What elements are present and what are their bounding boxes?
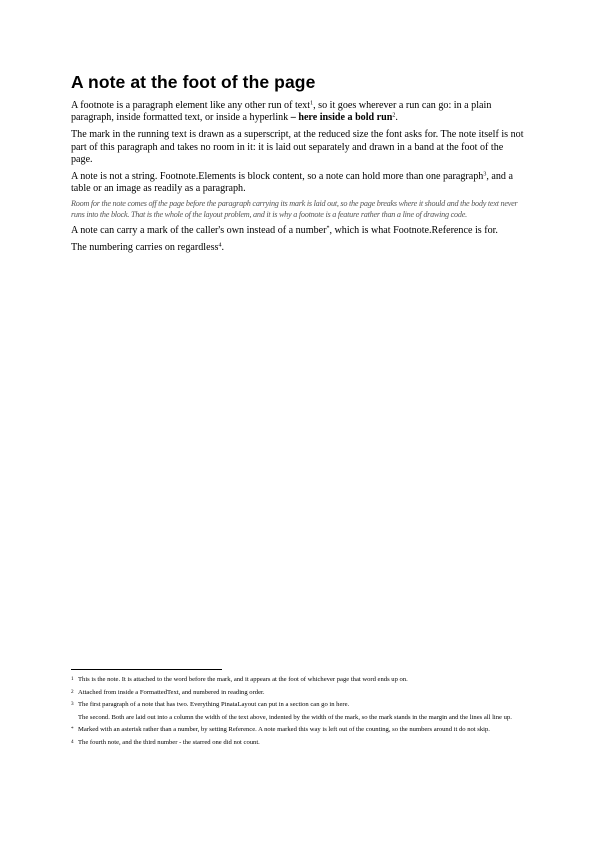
- footnote-text: The fourth note, and the third number - the starred one did not count.: [78, 738, 260, 746]
- footnote-mark-1[interactable]: 1: [310, 100, 314, 107]
- footnote-2: [71, 689, 525, 698]
- paragraph-text: , and a table or an image as readily as a paragraph.: [71, 171, 513, 195]
- paragraph-text: A note can carry a mark of the caller's own instead of a number: [71, 224, 327, 236]
- footnote-mark: 1: [71, 676, 74, 682]
- paragraph-1: [71, 100, 525, 124]
- paragraph-2: The mark in the running text is drawn as a superscript, at the reduced size the font asks for. The note itself is not part of this paragraph and takes no room in it: it is laid out separately and drawn in a band at the foot of the page.: [71, 129, 524, 165]
- footnote-4: [71, 739, 525, 748]
- paragraph-text: A footnote is a paragraph element like any other run of text: [71, 100, 311, 111]
- paragraph-text: , which is what Footnote.Reference is for.: [329, 224, 498, 236]
- footnote-text: Attached from inside a FormattedText, and numbered in reading order.: [78, 688, 265, 696]
- paragraph-text: .: [395, 112, 398, 124]
- footnote-mark: 3: [71, 701, 74, 707]
- paragraph-3: [71, 171, 525, 195]
- footnote-mark-3[interactable]: 3: [483, 171, 487, 178]
- bold-run: – here inside a bold run: [290, 112, 393, 124]
- footnote-1: [71, 676, 525, 685]
- footnote-band: [71, 669, 525, 751]
- footnote-3: [71, 701, 525, 722]
- paragraph-5: [71, 242, 525, 254]
- footnote-mark-2[interactable]: 2: [392, 112, 396, 119]
- paragraph-4: [71, 225, 525, 237]
- footnote-text: Marked with an asterisk rather than a number, by setting Reference. A note marked this way is left out of the counting, so the numbers around it do not skip.: [78, 726, 490, 733]
- paragraph-text: The numbering carries on regardless: [71, 242, 219, 254]
- footnote-text: This is the note. It is attached to the word before the mark, and it appears at the foot of whichever page that word ends up on.: [78, 676, 408, 683]
- page-heading: A note at the foot of the page: [71, 72, 316, 92]
- paragraph-text: , so it goes wherever a run can go: in a plain paragraph, inside formatted text, or inside a hyperlink: [71, 100, 492, 124]
- paragraph-text: .: [221, 242, 224, 254]
- footnote-separator: [71, 669, 222, 670]
- footnote-text: The first paragraph of a note that has two. Everything PinataLayout can put in a section can go in here.: [78, 701, 350, 708]
- body-text: [71, 72, 525, 259]
- footnote-mark: *: [71, 726, 74, 732]
- footnote-mark-star[interactable]: *: [326, 225, 330, 232]
- footnote-mark: 2: [71, 688, 74, 695]
- footnote-star: [71, 726, 525, 735]
- italic-paragraph: Room for the note comes off the page before the paragraph carrying its mark is laid out, so the page breaks where it should and the body text never runs into the block. That is the whole of the layout problem, and it is why a footnote is a feature rather than a line of drawing code.: [71, 199, 518, 219]
- footnote-mark: 4: [71, 738, 74, 745]
- paragraph-text: A note is not a string. Footnote.Elements is block content, so a note can hold more than one paragraph: [71, 171, 484, 183]
- footnote-mark-4[interactable]: 4: [218, 242, 222, 249]
- footnote-text: The second. Both are laid out into a column the width of the text above, indented by the width of the mark, so the mark stands in the margin and the lines all line up.: [78, 713, 512, 721]
